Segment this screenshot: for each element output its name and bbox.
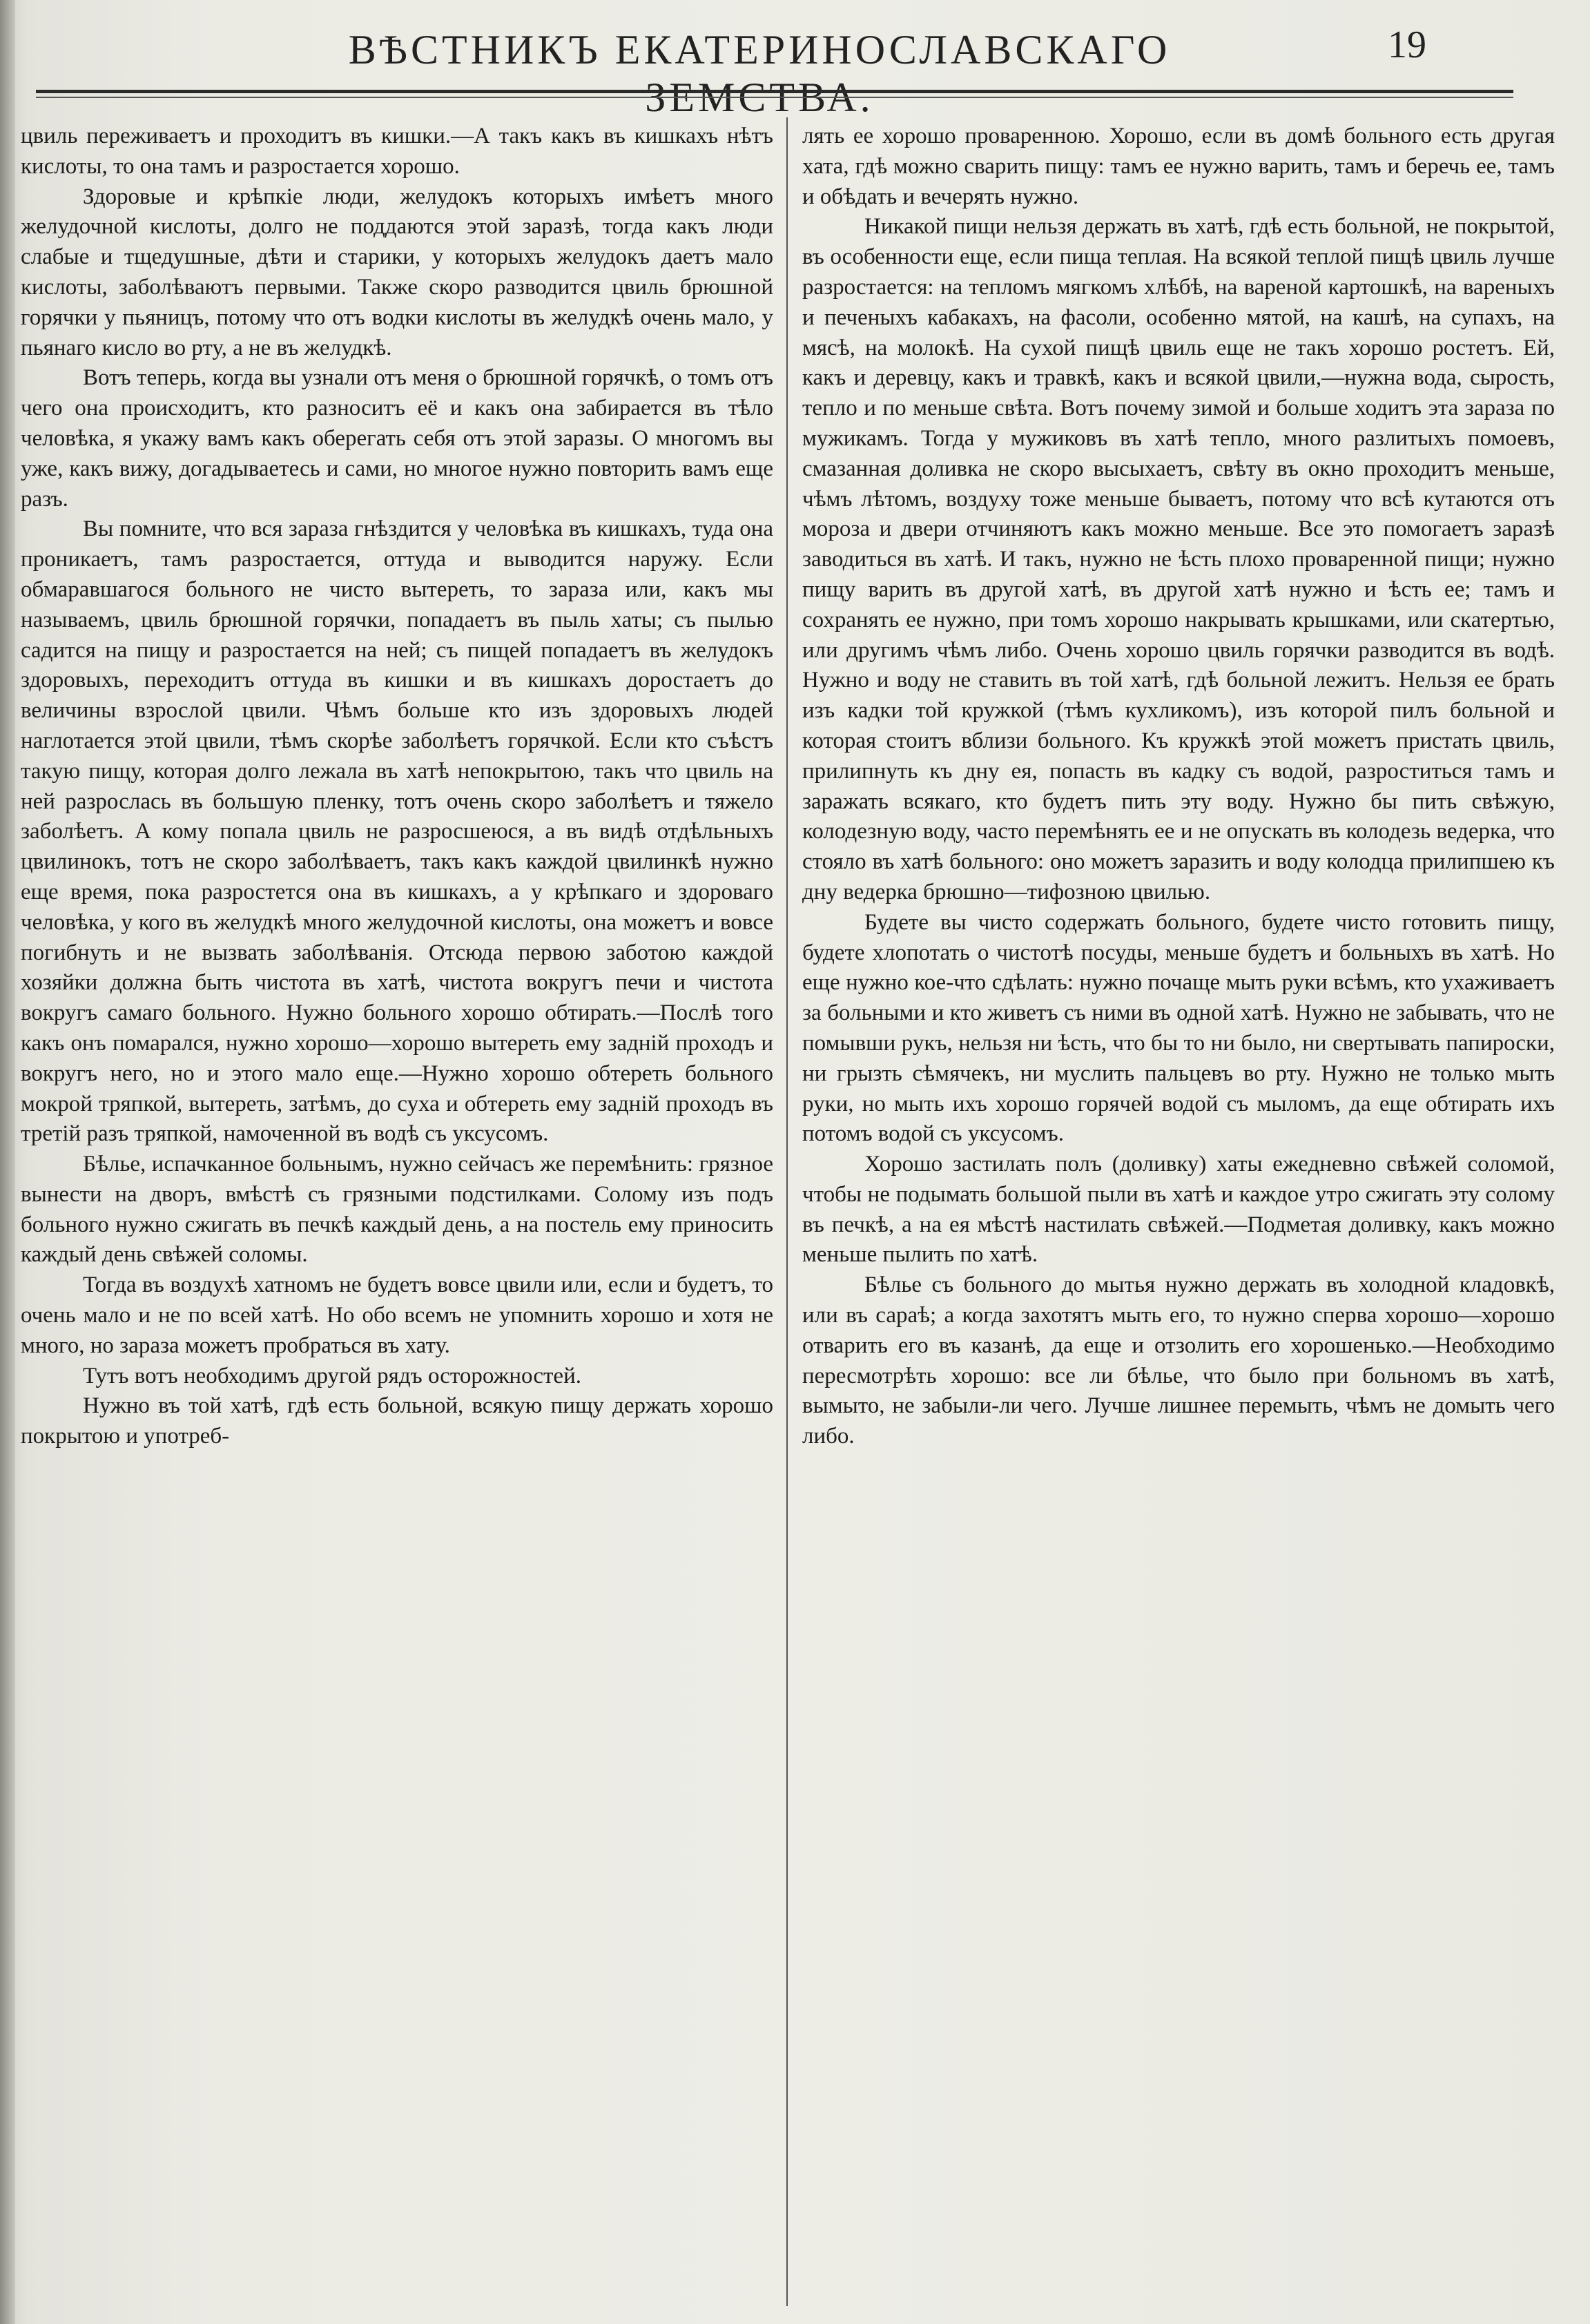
paragraph: Бѣлье, испачканное больнымъ, нужно сейчасъ же перемѣнить: грязное вынести на дворъ, вмѣстѣ съ грязными подстилками. Солому изъ подъ больного нужно сжигать въ печкѣ каждый день, а на постель ему приносить каждый день свѣжей соломы. — [21, 1152, 773, 1268]
paragraph: Здоровые и крѣпкіе люди, желудокъ которыхъ имѣетъ много желудочной кислоты, долго не поддаются этой заразѣ, тогда какъ люди слабые и тщедушные, дѣти и старики, у которыхъ желудокъ даетъ мало кислоты, заболѣваютъ первыми. Также скоро разводится цвиль брюшной горячки у пьяницъ, потому что отъ водки кислоты въ желудкѣ очень мало, у пьянаго кисло во рту, а не въ желудкѣ. — [21, 184, 773, 360]
page-spine — [0, 0, 15, 2324]
page-number: 19 — [1388, 23, 1426, 66]
paragraph: Хорошо застилать полъ (доливку) хаты ежедневно свѣжей соломой, чтобы не подымать большой пыли въ хатѣ и каждое утро сжигать эту солому въ печкѣ, а на ея мѣстѣ настилать свѣжей.—Подметая доливку, какъ можно меньше пылить по хатѣ. — [802, 1152, 1555, 1268]
journal-title: ВѢСТНИКЪ ЕКАТЕРИНОСЛАВСКАГО — [348, 27, 1171, 72]
column-divider — [786, 117, 788, 2306]
header-rule-thin — [36, 97, 1513, 98]
left-column — [21, 122, 773, 2303]
paragraph: Никакой пищи нельзя держать въ хатѣ, гдѣ есть больной, не покрытой, въ особенности еще, если пища теплая. На всякой теплой пищѣ цвиль лучше разростается: на тепломъ мягкомъ хлѣбѣ, на вареной картошкѣ, на вареныхъ и печеныхъ кабакахъ, на фасоли, особенно мятой, на кашѣ, на супахъ, на мясѣ, на молокѣ. На сухой пищѣ цвиль еще не такъ хорошо ростетъ. Ей, какъ и деревцу, какъ и травкѣ, какъ и всякой цвили,—нужна вода, сырость, тепло и по меньше свѣта. Вотъ почему зимой и больше ходитъ эта зараза по мужикамъ. Тогда у мужиковъ въ хатѣ тепло, много разлитыхъ помоевъ, смазанная доливка не скоро высыхаетъ, свѣту въ окно проходитъ меньше, чѣмъ лѣтомъ, воздуху тоже меньше бываетъ, потому что всѣ кутаются отъ мороза и двери отчиняютъ какъ можно меньше. Все это помогаетъ заразѣ заводиться въ хатѣ. И такъ, нужно не ѣсть плохо проваренной пищи; нужно пищу варить въ другой хатѣ, въ другой хатѣ нужно и ѣсть ее; тамъ и сохранять ее нужно, при томъ хорошо накрывать крышками, или скатертью, или другимъ чѣмъ либо. Очень хорошо цвиль горячки разводится въ водѣ. Нужно и воду не ставить въ той хатѣ, гдѣ больной лежитъ. Нельзя ее брать изъ кадки той кружкой (тѣмъ кухликомъ), изъ которой пилъ больной и которая стоитъ вблизи больного. Къ кружкѣ этой можетъ пристать цвиль, прилипнуть къ дну ея, попасть въ кадку съ водой, разроститься тамъ и заражать всякаго, кто будетъ пить эту воду. Нужно бы пить свѣжую, колодезную воду, часто перемѣнять ее и не опускать въ колодезь ведерка, что стояло въ хатѣ больного: оно можетъ заразить и воду колодца прилипшею къ дну ведерка брюшно—тифозною цвилью. — [802, 214, 1555, 904]
paragraph: Нужно въ той хатѣ, гдѣ есть больной, всякую пищу держать хорошо покрытою и употреб- — [21, 1393, 773, 1449]
paragraph: Тогда въ воздухѣ хатномъ не будетъ вовсе цвили или, если и будетъ, то очень мало и не по всей хатѣ. Но обо всемъ не упомнить хорошо и хотя не много, но зараза можетъ пробраться въ хату. — [21, 1272, 773, 1358]
paragraph: Вотъ теперь, когда вы узнали отъ меня о брюшной горячкѣ, о томъ отъ чего она происходитъ, кто разноситъ её и какъ она забирается въ тѣло человѣка, я укажу вамъ какъ оберегать себя отъ этой заразы. О многомъ вы уже, какъ вижу, догадываетесь и сами, но многое нужно повторить вамъ еще разъ. — [21, 365, 773, 512]
paragraph: цвиль переживаетъ и проходитъ въ кишки.—А такъ какъ въ кишкахъ нѣтъ кислоты, то она тамъ и разростается хорошо. — [21, 124, 773, 179]
paragraph: Тутъ вотъ необходимъ другой рядъ осторожностей. — [83, 1363, 581, 1388]
paragraph: Бѣлье съ больного до мытья нужно держать въ холодной кладовкѣ, или въ сараѣ; а когда захотятъ мыть его, то нужно сперва хорошо—хорошо отварить его въ казанѣ, да еще и отзолить его хорошенько.—Необходимо пересмотрѣть хорошо: все ли бѣлье, что было при больномъ въ хатѣ, вымыто, не забыли-ли чего. Лучше лишнее перемыть, чѣмъ не домыть чего либо. — [802, 1272, 1555, 1449]
paragraph: лять ее хорошо проваренною. Хорошо, если въ домѣ больного есть другая хата, гдѣ можно сварить пищу: тамъ ее нужно варить, тамъ и беречь ее, тамъ и обѣдать и вечерять нужно. — [802, 124, 1555, 209]
paragraph: Будете вы чисто содержать больного, будете чисто готовить пищу, будете хлопотать о чистотѣ посуды, меньше будетъ и больныхъ въ хатѣ. Но еще нужно кое-что сдѣлать: нужно почаще мыть руки всѣмъ, кто ухаживаетъ за больными и кто живетъ съ ними въ одной хатѣ. Нужно не забывать, что не помывши рукъ, нельзя ни ѣсть, что бы то ни было, ни свертывать папироски, ни грызть сѣмячекъ, ни муслить пальцевъ во рту. Нужно не только мыть руки, но мыть ихъ хорошо горячей водой съ мыломъ, да еще обтирать ихъ потомъ водой съ уксусомъ. — [802, 909, 1555, 1147]
right-column — [802, 122, 1555, 2303]
paragraph: Вы помните, что вся зараза гнѣздится у человѣка въ кишкахъ, туда она проникаетъ, тамъ разростается, оттуда и выводится наружу. Если обмаравшагося больного не чисто вытереть, то зараза или, какъ мы называемъ, цвиль брюшной горячки, попадаетъ въ пыль хаты; съ пылью садится на пищу и разростается на ней; съ пищей попадаетъ въ желудокъ здоровыхъ, переходитъ оттуда въ кишки и въ кишкахъ доростаетъ до величины взрослой цвили. Чѣмъ больше кто изъ здоровыхъ людей наглотается этой цвили, тѣмъ скорѣе заболѣетъ горячкой. Если кто съѣстъ такую пищу, которая долго лежала въ хатѣ непокрытою, такъ что цвиль на ней разрослась въ большую пленку, тотъ очень скоро заболѣетъ и тяжело заболѣетъ. А кому попала цвиль не разросшеюся, а въ видѣ отдѣльныхъ цвилинокъ, тотъ не скоро заболѣваетъ, такъ какъ каждой цвилинкѣ нужно еще время, пока разростется она въ кишкахъ, а у крѣпкаго и здороваго человѣка, у кого въ желудкѣ много желудочной кислоты, она можетъ и вовсе погибнуть и не вызвать заболѣванія. Отсюда первою заботою каждой хозяйки должна быть чистота въ хатѣ, чистота вокругъ печи и чистота вокругъ самаго больного. Нужно больного хорошо обтирать.—Послѣ того какъ онъ помарался, нужно хорошо—хорошо вытереть ему задній проходъ и вокругъ него, но и этого мало еще.—Нужно хорошо обтереть больного мокрой тряпкой, вытереть, затѣмъ, до суха и обтереть ему задній проходъ въ третій разъ тряпкой, намоченной въ водѣ съ уксусомъ. — [21, 516, 773, 1147]
header-rule — [36, 90, 1513, 93]
